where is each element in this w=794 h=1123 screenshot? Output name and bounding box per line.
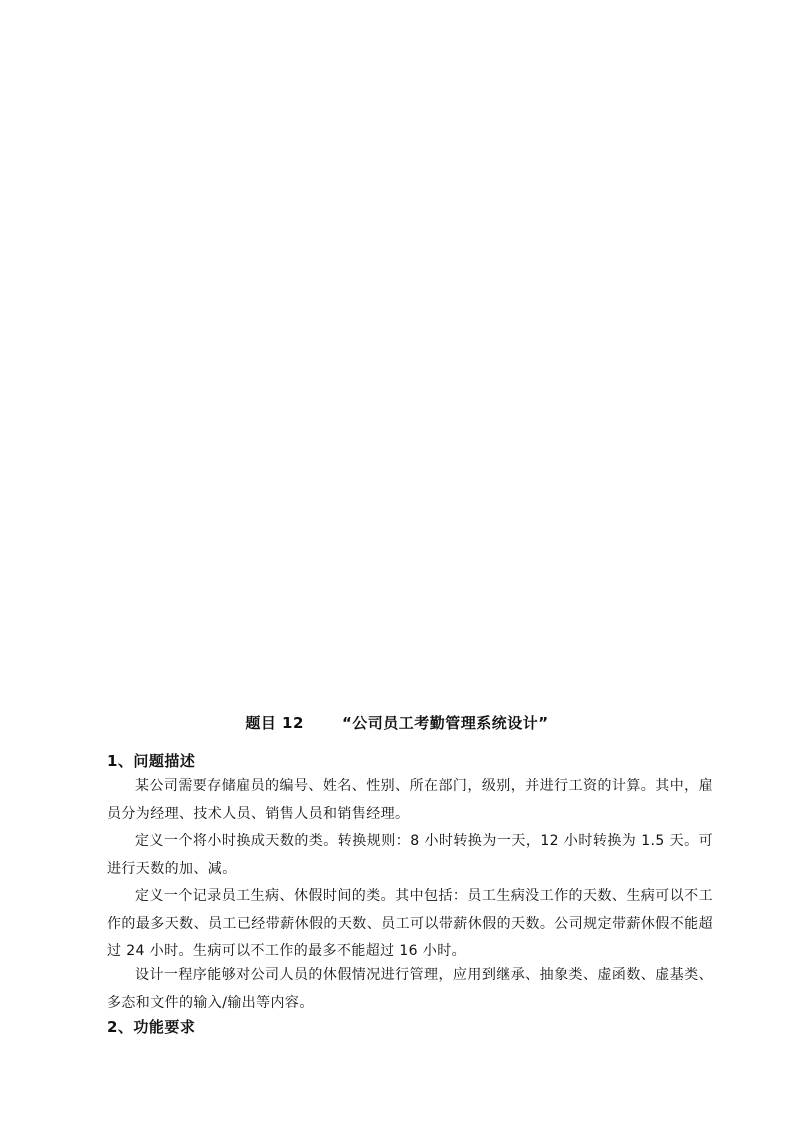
title-text: “公司员工考勤管理系统设计” <box>341 714 549 732</box>
section-heading-functional-requirements: 2、功能要求 <box>107 1018 196 1036</box>
paragraph-sick-leave-class: 定义一个记录员工生病、休假时间的类。其中包括：员工生病没工作的天数、生病可以不工作的最多天数、员工已经带薪休假的天数、员工可以带薪休假的天数。公司规定带薪休假不能超过 24 小时。生病可以不工作的最多不能超过 16 小时。 <box>107 888 713 959</box>
section-heading-problem-description: 1、问题描述 <box>107 752 196 770</box>
paragraph-hours-to-days: 定义一个将小时换成天数的类。转换规则：8 小时转换为一天，12 小时转换为 1.5 天。可进行天数的加、减。 <box>107 833 713 877</box>
title-number: 题目 12 <box>245 714 304 732</box>
paragraph-program-design: 设计一程序能够对公司人员的休假情况进行管理，应用到继承、抽象类、虚函数、虚基类、多态和文件的输入/输出等内容。 <box>107 967 713 1011</box>
document-title <box>0 712 794 733</box>
paragraph-employee-storage: 某公司需要存储雇员的编号、姓名、性别、所在部门，级别，并进行工资的计算。其中，雇员分为经理、技术人员、销售人员和销售经理。 <box>107 778 713 822</box>
